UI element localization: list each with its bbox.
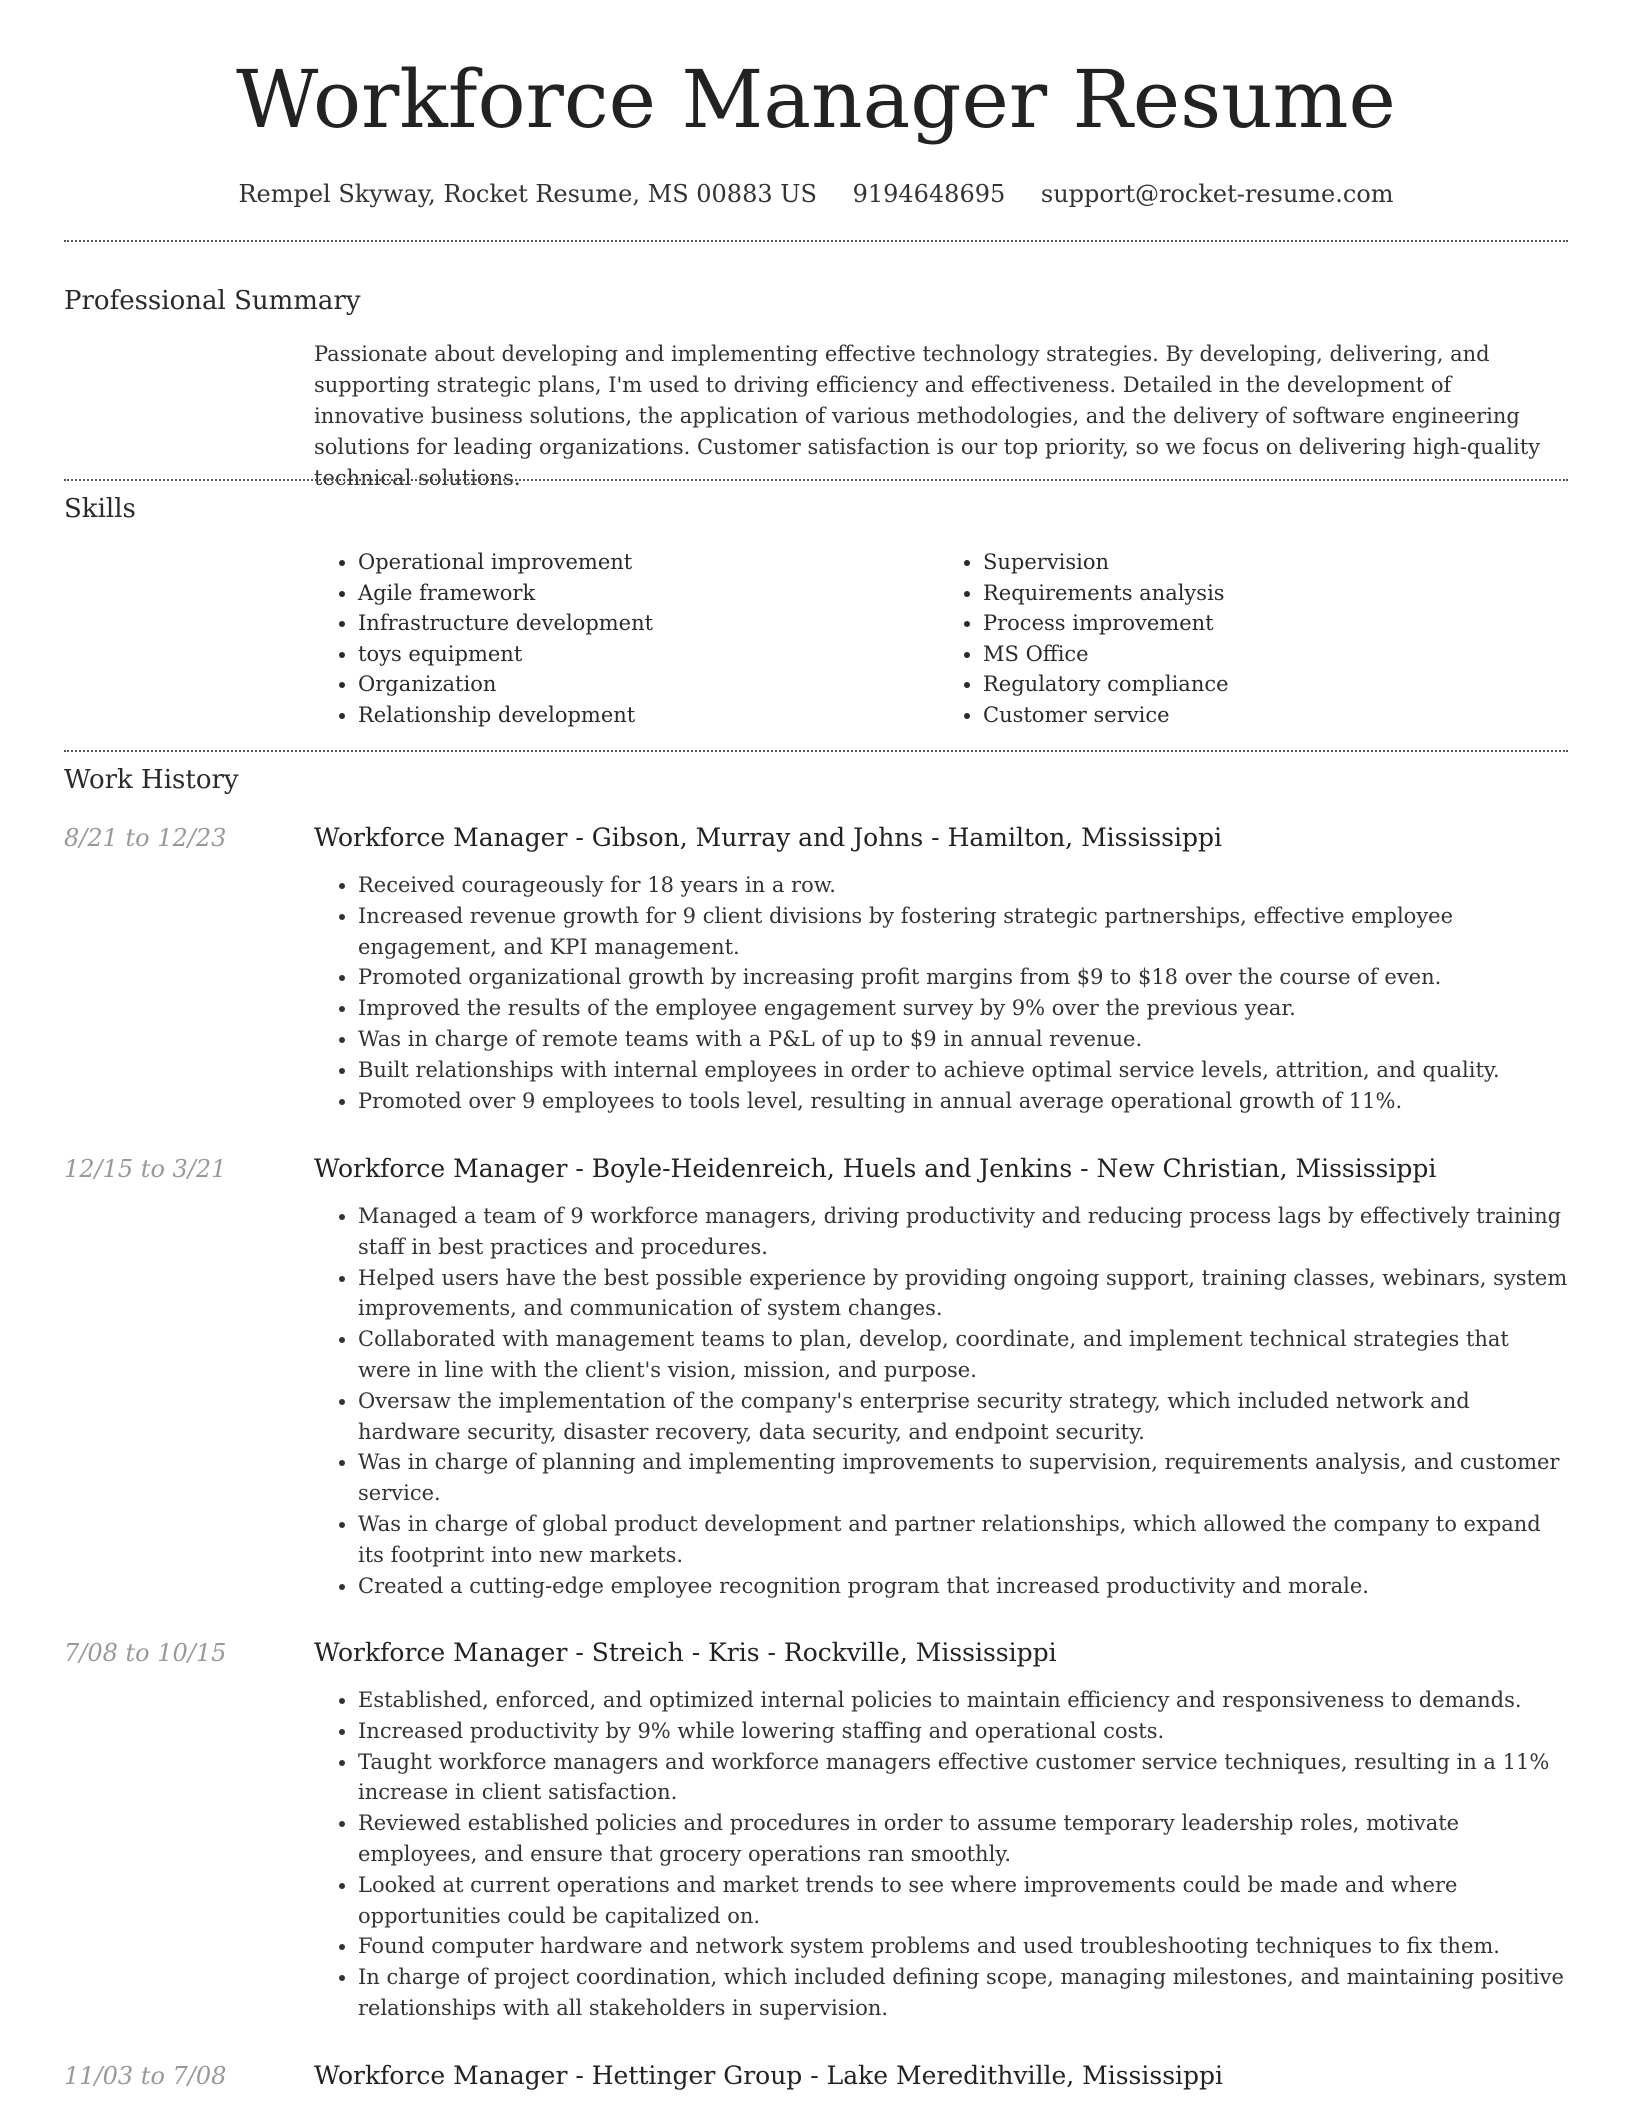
job-bullet: • Was in charge of planning and implementing improvements to supervision, requirements analysis, and customer service. (358, 1447, 1568, 1509)
section-divider (64, 240, 1568, 242)
skill-item: • toys equipment (358, 639, 939, 670)
job-bullet: • Improved the results of the employee engagement survey by 9% over the previous year. (358, 993, 1568, 1024)
skill-item: • Relationship development (358, 700, 939, 731)
skill-item: • Supervision (983, 547, 1564, 578)
job-bullet: • Increased productivity by 9% while lowering staffing and operational costs. (358, 1716, 1568, 1747)
skill-item: • Process improvement (983, 608, 1564, 639)
job-dates: 12/15 to 3/21 (64, 1155, 227, 1183)
job-dates: 11/03 to 7/08 (64, 2062, 227, 2090)
resume-page (64, 0, 1568, 2090)
skill-item: • Regulatory compliance (983, 669, 1564, 700)
job-title: Workforce Manager - Streich - Kris - Rockville, Mississippi (314, 1638, 1057, 1667)
contact-phone: 9194648695 (852, 180, 1006, 208)
skill-item: • Agile framework (358, 578, 939, 609)
job-bullet: • Established, enforced, and optimized internal policies to maintain efficiency and responsiveness to demands. (358, 1685, 1568, 1716)
contact-line (64, 178, 1568, 210)
contact-email: support@rocket-resume.com (1040, 180, 1394, 208)
job-bullet: • Taught workforce managers and workforce managers effective customer service techniques, resulting in a 11% increase in client satisfaction. (358, 1747, 1568, 1809)
job-bullet: • Was in charge of remote teams with a P&L of up to $9 in annual revenue. (358, 1024, 1568, 1055)
job-bullet: • Managed a team of 9 workforce managers, driving productivity and reducing process lags by effectively training staff in best practices and procedures. (358, 1201, 1568, 1263)
job-bullet: • Helped users have the best possible experience by providing ongoing support, training classes, webinars, system improvements, and communication of system changes. (358, 1263, 1568, 1325)
job-bullet: • Looked at current operations and market trends to see where improvements could be made and where opportunities could be capitalized on. (358, 1870, 1568, 1932)
resume-header (64, 0, 1568, 210)
job-bullets (314, 1201, 1568, 1601)
job-dates: 7/08 to 10/15 (64, 1639, 227, 1667)
job-bullet: • Collaborated with management teams to plan, develop, coordinate, and implement technical strategies that were in line with the client's vision, mission, and purpose. (358, 1324, 1568, 1386)
skills-column-right (939, 547, 1564, 731)
job-title: Workforce Manager - Hettinger Group - Lake Meredithville, Mississippi (314, 2061, 1224, 2090)
job-bullet: • Increased revenue growth for 9 client divisions by fostering strategic partnerships, effective employee engagement, and KPI management. (358, 901, 1568, 963)
job-bullet: • Received courageously for 18 years in a row. (358, 870, 1568, 901)
skills-list (314, 547, 1564, 731)
skill-item: • Operational improvement (358, 547, 939, 578)
job-dates: 8/21 to 12/23 (64, 824, 227, 852)
work-history-heading: Work History (64, 765, 239, 795)
job-title: Workforce Manager - Boyle-Heidenreich, Huels and Jenkins - New Christian, Mississippi (314, 1154, 1437, 1183)
skill-item: • Customer service (983, 700, 1564, 731)
job-bullet: • Built relationships with internal employees in order to achieve optimal service levels, attrition, and quality. (358, 1055, 1568, 1086)
contact-address: Rempel Skyway, Rocket Resume, MS 00883 US (238, 180, 817, 208)
job-bullets (314, 870, 1568, 1116)
job-bullet: • Was in charge of global product development and partner relationships, which allowed the company to expand its footprint into new markets. (358, 1509, 1568, 1571)
job-bullet: • Oversaw the implementation of the company's enterprise security strategy, which included network and hardware security, disaster recovery, data security, and endpoint security. (358, 1386, 1568, 1448)
job-bullet: • Created a cutting-edge employee recognition program that increased productivity and morale. (358, 1571, 1568, 1602)
summary-text: Passionate about developing and implementing effective technology strategies. By developing, delivering, and supporting strategic plans, I'm used to driving efficiency and effectiveness. Detailed in the development of innovative business solutions, the application of various methodologies, and the delivery of software engineering solutions for leading organizations. Customer satisfaction is our top priority, so we focus on delivering high-quality technical solutions. (314, 342, 1541, 490)
skills-column-left (314, 547, 939, 731)
section-divider (64, 750, 1568, 752)
job-bullet: • Promoted over 9 employees to tools level, resulting in annual average operational growth of 11%. (358, 1086, 1568, 1117)
job-bullet: • Reviewed established policies and procedures in order to assume temporary leadership roles, motivate employees, and ensure that grocery operations ran smoothly. (358, 1808, 1568, 1870)
job-bullet: • In charge of project coordination, which included defining scope, managing milestones, and maintaining positive relationships with all stakeholders in supervision. (358, 1962, 1568, 2024)
section-divider (64, 479, 1568, 481)
summary-heading: Professional Summary (64, 286, 361, 316)
skill-item: • MS Office (983, 639, 1564, 670)
skill-item: • Requirements analysis (983, 578, 1564, 609)
skill-item: • Infrastructure development (358, 608, 939, 639)
skill-item: • Organization (358, 669, 939, 700)
job-title: Workforce Manager - Gibson, Murray and Johns - Hamilton, Mississippi (314, 823, 1222, 852)
job-bullets (314, 1685, 1568, 2024)
job-bullet: • Promoted organizational growth by increasing profit margins from $9 to $18 over the course of even. (358, 962, 1568, 993)
job-bullet: • Found computer hardware and network system problems and used troubleshooting techniques to fix them. (358, 1931, 1568, 1962)
resume-title: Workforce Manager Resume (236, 53, 1396, 146)
skills-heading: Skills (64, 494, 136, 524)
